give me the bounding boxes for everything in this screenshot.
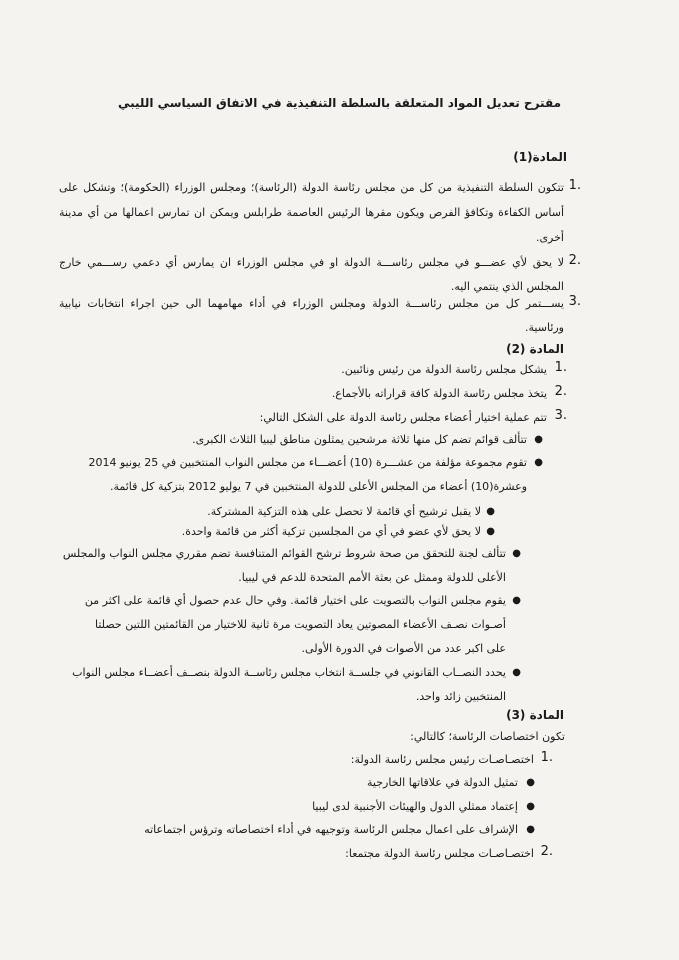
article-2-bullet: أصـوات نصـف الأعضاء المصوتين يعاد التصويت مرة ثانية للاختيار من القائمتين اللتين حصلتا — [95, 618, 506, 631]
article-1-item-1-line: تتكون السلطة التنفيذية من كل من مجلس رئاسة الدولة (الرئاسة)؛ ومجلس الوزراء (الحكومة)؛ وتشكل على — [59, 181, 564, 194]
article-3-bullet: تمثيل الدولة في علاقاتها الخارجية — [367, 776, 518, 789]
document-title: مقترح تعديل المواد المتعلقة بالسلطة التنفيذية في الاتفاق السياسي الليبي — [117, 96, 562, 110]
article-2-bullet: الأعلى للدولة وممثل عن بعثة الأمم المتحدة للدعم في ليبيا. — [238, 571, 506, 584]
article-1-item-2-line: لا يحق لأي عضـــو في مجلس رئاســـة الدولة او في مجلس الوزراء ان يمارس أي دعمي رســـمي خارج — [59, 256, 564, 269]
bullet-icon: ● — [512, 548, 521, 559]
article-3-item: اختصـاصـات مجلس رئاسة الدولة مجتمعا: — [345, 847, 534, 860]
article-2-bullet: لا يحق لأي عضو في أي من المجلسين تزكية أكثر من قائمة واحدة. — [181, 525, 481, 538]
article-2-item: يتخذ مجلس رئاسة الدولة كافة قراراته بالأجماع. — [331, 387, 547, 400]
article-3-intro: تكون اختصاصات الرئاسة؛ كالتالي: — [410, 730, 565, 743]
bullet-icon: ● — [512, 595, 521, 606]
bullet-icon: ● — [486, 506, 495, 517]
item-number: 3. — [568, 294, 581, 309]
article-1-item-3-line: يســـتمر كل من مجلس رئاســـة الدولة ومجلس الوزراء في أداء مهامهما الى حين اجراء انتخابات نيابية — [59, 297, 564, 310]
article-1-item-1-line: أخرى. — [535, 231, 564, 244]
item-number: 1. — [554, 360, 567, 375]
article-2-heading: المادة (2) — [506, 342, 564, 356]
item-number: 2. — [568, 253, 581, 268]
item-number: 2. — [540, 844, 553, 859]
bullet-icon: ● — [526, 801, 535, 812]
article-2-item: يشكل مجلس رئاسة الدولة من رئيس ونائبين. — [341, 363, 547, 376]
article-1-heading: المادة(1) — [513, 150, 567, 164]
item-number: 3. — [554, 408, 567, 423]
article-1-item-3-line: ورئاسية. — [525, 321, 564, 334]
article-1-item-2-line: المجلس الذي ينتمي اليه. — [450, 280, 564, 293]
item-number: 1. — [568, 178, 581, 193]
article-2-bullet: المنتخبين زائد واحد. — [415, 690, 506, 703]
article-2-bullet: لا يقبل ترشيح أي قائمة لا تحصل على هذه التزكية المشتركة. — [207, 505, 481, 518]
article-2-bullet: وعشرة(10) أعضاء من المجلس الأعلى للدولة المنتخبين في 7 يوليو 2012 بتزكية كل قائمة. — [109, 480, 527, 493]
bullet-icon: ● — [512, 667, 521, 678]
bullet-icon: ● — [526, 777, 535, 788]
bullet-icon: ● — [526, 824, 535, 835]
article-1-item-1-line: أساس الكفاءة وتكافؤ الفرص ويكون مقرها الرئيس العاصمة طرابلس ويمكن ان تمارس اعمالها من أي مدينة — [59, 206, 564, 219]
article-2-bullet: تتألف قوائم تضم كل منها ثلاثة مرشحين يمثلون مناطق ليبيا الثلاث الكبرى. — [192, 433, 527, 446]
item-number: 2. — [554, 384, 567, 399]
article-2-bullet: تتألف لجنة للتحقق من صحة شروط ترشح القوائم المتنافسة تضم مقرري مجلس النواب والمجلس — [62, 547, 506, 560]
article-2-item: تتم عملية اختيار أعضاء مجلس رئاسة الدولة على الشكل التالي: — [259, 411, 547, 424]
article-2-bullet: يحدد النصــاب القانوني في جلســة انتخاب مجلس رئاســة الدولة بنصــف أعضــاء مجلس النواب — [72, 666, 506, 679]
bullet-icon: ● — [534, 434, 543, 445]
article-2-bullet: على اكبر عدد من الأصوات في الدورة الأولى. — [301, 642, 506, 655]
item-number: 1. — [540, 750, 553, 765]
article-2-bullet: تقوم مجموعة مؤلفة من عشـــرة (10) أعضـــاء من مجلس النواب المنتخبين في 25 يونيو 2014 — [88, 456, 527, 469]
article-3-bullet: إعتماد ممثلي الدول والهيئات الأجنبية لدى ليبيا — [312, 800, 518, 813]
bullet-icon: ● — [534, 457, 543, 468]
article-3-item: اختصـاصـات رئيس مجلس رئاسة الدولة: — [350, 753, 534, 766]
bullet-icon: ● — [486, 526, 495, 537]
article-2-bullet: يقوم مجلس النواب بالتصويت على اختيار قائمة. وفي حال عدم حصول أي قائمة على اكثر من — [84, 594, 506, 607]
article-3-bullet: الإشراف على اعمال مجلس الرئاسة وتوجيهه في أداء اختصاصاته وترؤس اجتماعاته — [144, 823, 518, 836]
article-3-heading: المادة (3) — [506, 708, 564, 722]
